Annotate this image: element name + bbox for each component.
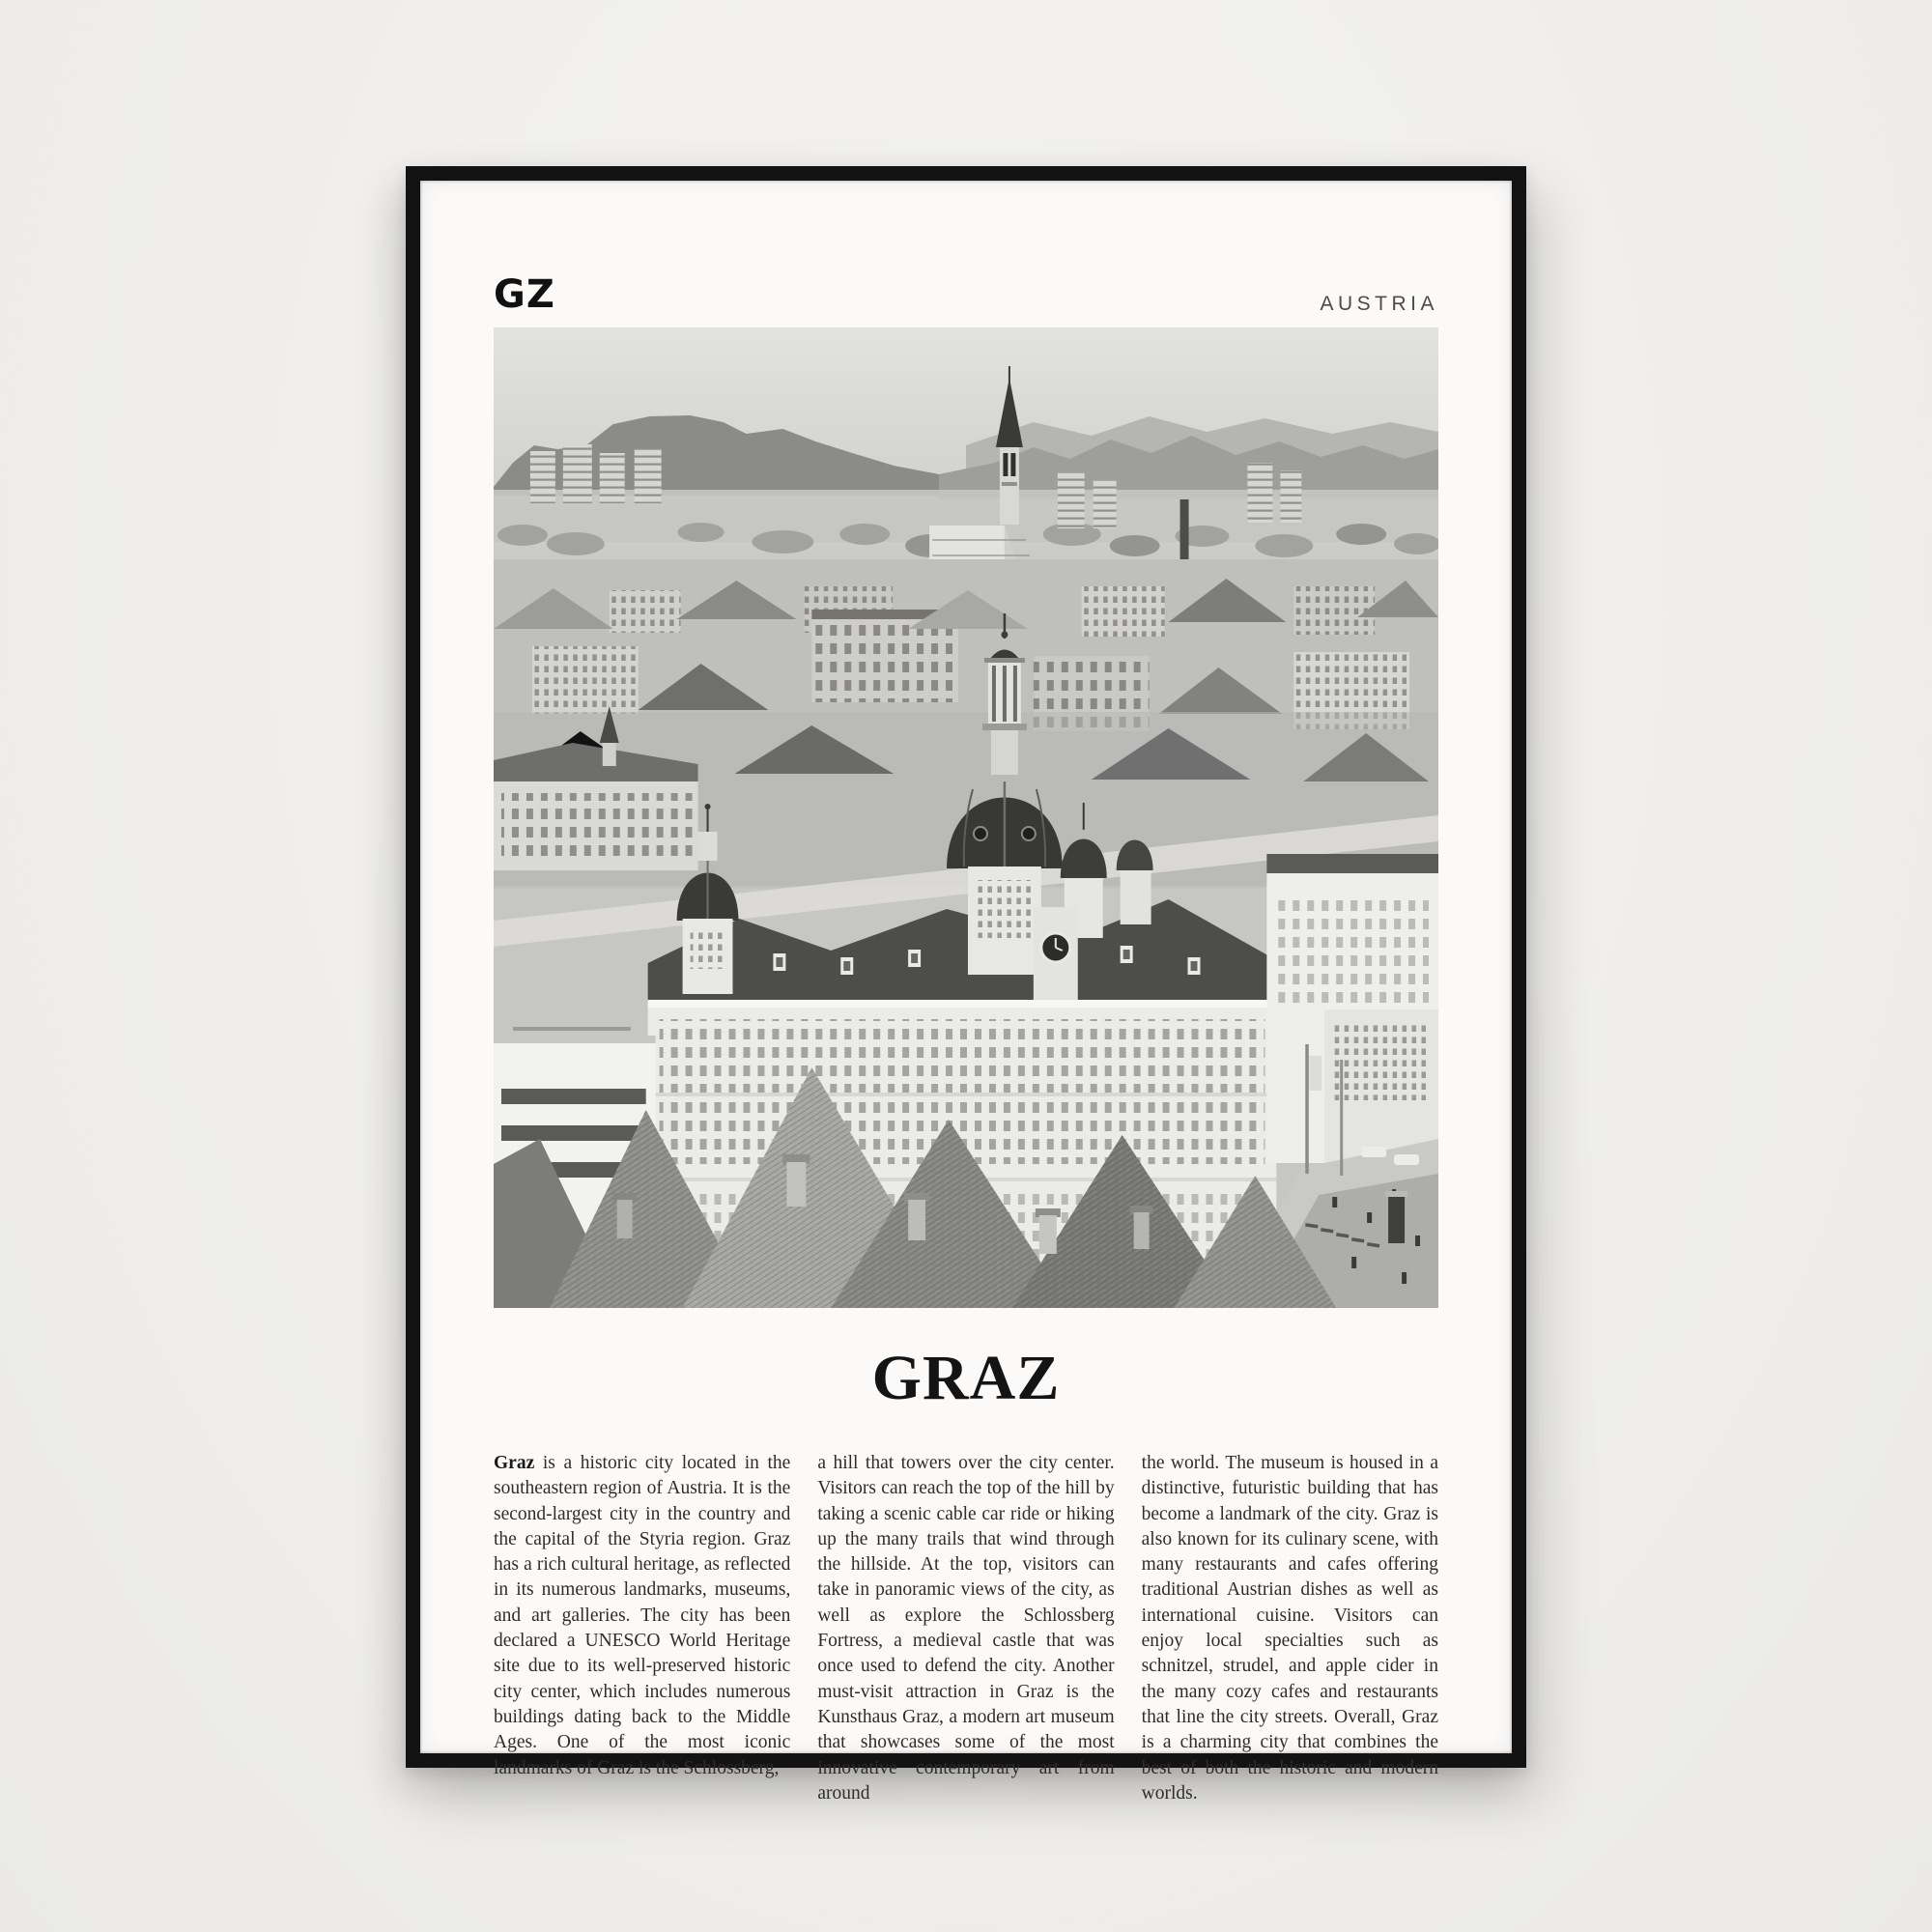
article-column-2: a hill that towers over the city center. Visitors can reach the top of the hill by taking a scenic cable car ride or hiking up the many trails that wind through the hillside. At the top, visitors can take in panoramic views of the city, as well as explore the Schlossberg Fortress, a medieval castle that was once used to defend the city. Another must-visit attraction in Graz is the Kunsthaus Graz, a modern art museum that showcases some of the most innovative contemporary art from around bbox=[817, 1453, 1115, 1804]
right-buildings bbox=[1266, 854, 1438, 1174]
poster-frame bbox=[406, 166, 1526, 1804]
article-lead-word: Graz bbox=[494, 1453, 535, 1473]
article-column-1: Graz is a historic city located in the southeastern region of Austria. It is the second-largest city in the country and the capital of the Styria region. Graz has a rich cultural heritage, as reflected in its numerous landmarks, museums, and art galleries. The city has been declared a UNESCO World Heritage site due to its well-preserved historic city center, which includes numerous buildings dating back to the Middle Ages. One of the most iconic landmarks of Graz is the Schlossberg, bbox=[494, 1453, 791, 1778]
advertising-column bbox=[1388, 1195, 1405, 1243]
city-code-label: GZ bbox=[494, 272, 555, 317]
country-label: AUSTRIA bbox=[1320, 293, 1438, 315]
smokestack bbox=[1180, 499, 1189, 569]
article-columns bbox=[494, 1451, 1438, 1806]
poster-header bbox=[494, 272, 1438, 317]
poster-paper bbox=[420, 181, 1512, 1804]
article-column-3: the world. The museum is housed in a distinctive, futuristic building that has become a landmark of the city. Graz is also known for its culinary scene, with many restaurants and cafes offering traditional Austrian dishes as well as international cuisine. Visitors can enjoy local specialties such as schnitzel, strudel, and apple cider in the many cozy cafes and restaurants that line the city streets. Overall, Graz is a charming city that combines the best of both the historic and modern worlds. bbox=[1141, 1453, 1438, 1804]
flag bbox=[1309, 1056, 1321, 1091]
graz-cityscape-photo bbox=[494, 327, 1438, 1308]
poster-title: GRAZ bbox=[871, 1343, 1061, 1413]
flagpole bbox=[1305, 1044, 1308, 1174]
